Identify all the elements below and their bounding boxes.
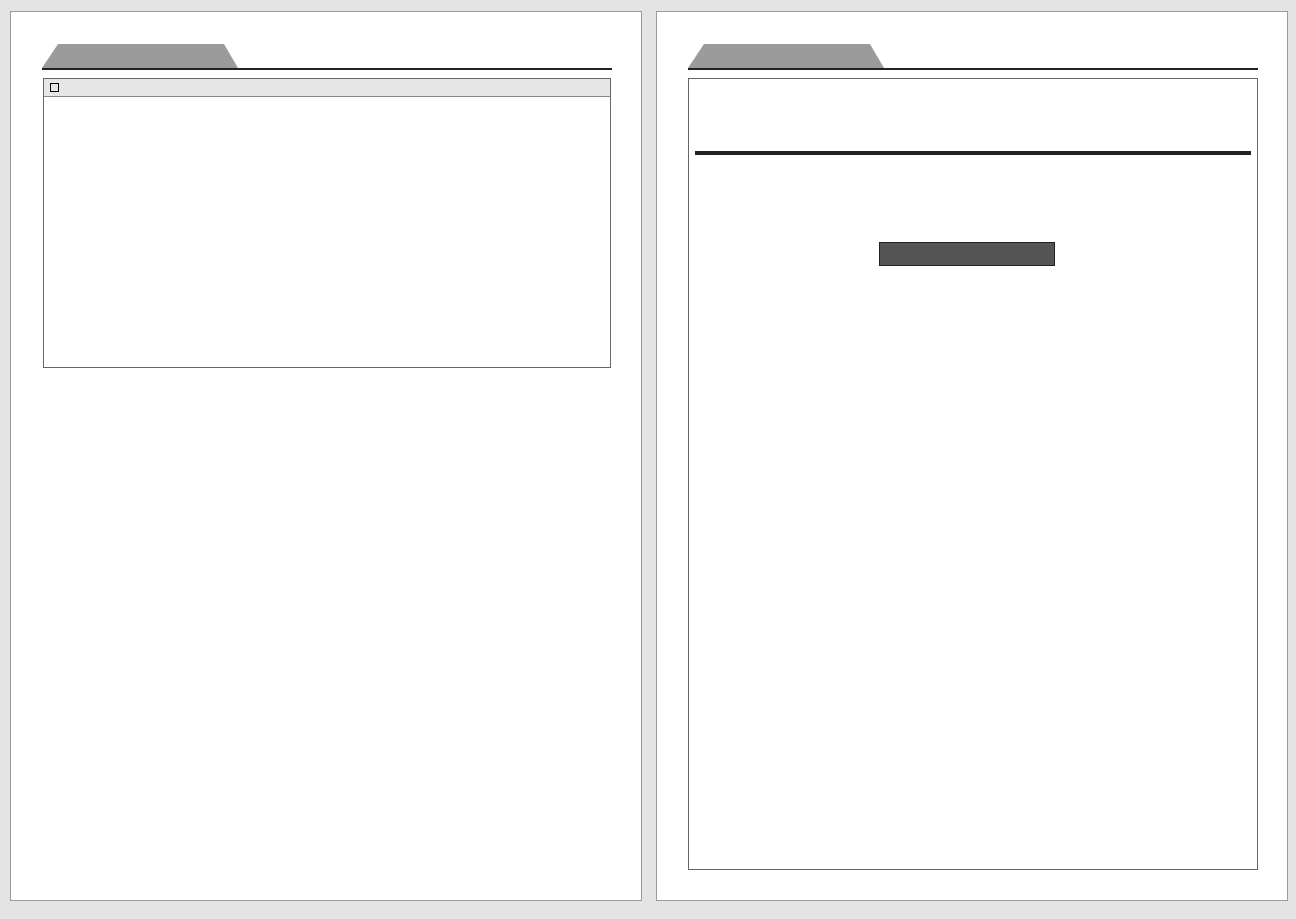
meeting-box bbox=[43, 78, 611, 368]
right-header-tab bbox=[688, 44, 884, 68]
weekly-plan bbox=[695, 151, 1251, 155]
sharing-box bbox=[688, 78, 1258, 870]
groups-table-box bbox=[43, 379, 611, 705]
right-header bbox=[688, 42, 1258, 70]
left-page bbox=[10, 11, 642, 901]
right-page bbox=[656, 11, 1288, 901]
meeting-title bbox=[44, 79, 610, 97]
worship-flow bbox=[695, 91, 1251, 139]
cafeteria-box bbox=[43, 714, 611, 822]
left-header-tab bbox=[42, 44, 238, 68]
header-rule bbox=[688, 68, 1258, 70]
sermon-title bbox=[879, 242, 1055, 266]
deacon-box bbox=[43, 826, 611, 868]
header-rule bbox=[42, 68, 612, 70]
left-header bbox=[42, 42, 612, 70]
